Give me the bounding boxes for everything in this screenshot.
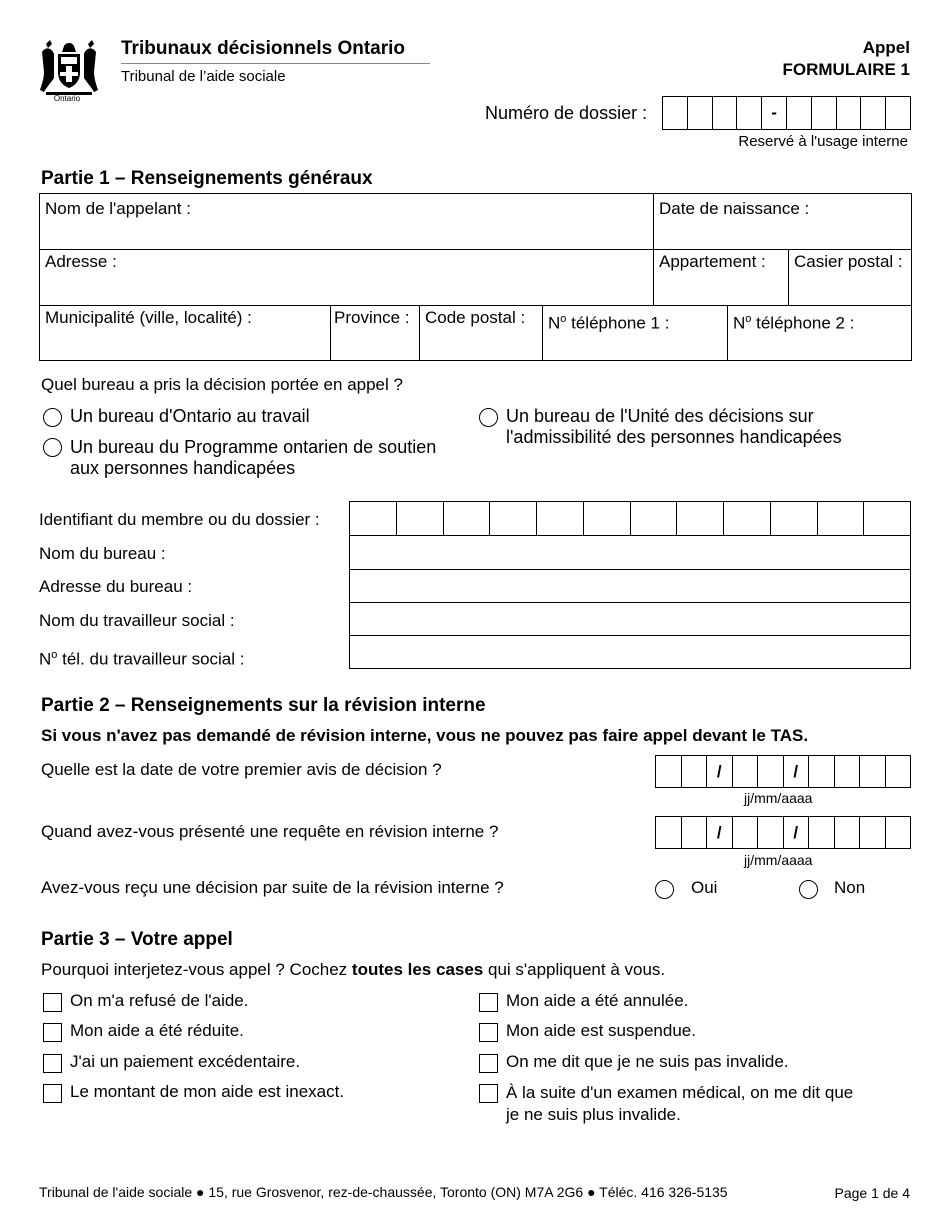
- office-radio-disability-unit[interactable]: [479, 408, 498, 427]
- first-decision-date-input[interactable]: [655, 755, 911, 788]
- reason-label-incorrect-amount: Le montant de mon aide est inexact.: [70, 1082, 345, 1101]
- phone2-field[interactable]: [728, 306, 911, 361]
- general-info-table: [39, 193, 912, 361]
- province-label: Province :: [334, 308, 410, 327]
- appellant-name-field[interactable]: [40, 194, 653, 249]
- office-option-odsp-line1: Un bureau du Programme ontarien de soutien: [70, 437, 437, 457]
- reason-label-medical-review-line1: À la suite d'un examen médical, on me dit que: [506, 1083, 854, 1102]
- reason-checkbox-reduced[interactable]: [43, 1023, 62, 1042]
- review-decision-question: Avez-vous reçu une décision par suite de la révision interne ?: [41, 878, 504, 897]
- form-type: Appel: [862, 38, 910, 57]
- municipality-label: Municipalité (ville, localité) :: [45, 308, 252, 327]
- office-option-ontario-works: Un bureau d'Ontario au travail: [70, 406, 310, 426]
- reason-checkbox-incorrect-amount[interactable]: [43, 1084, 62, 1103]
- date-format-hint: jj/mm/aaaa: [744, 790, 813, 806]
- office-question: Quel bureau a pris la décision portée en appel ?: [41, 375, 403, 394]
- page-number: Page 1 de 4: [834, 1185, 910, 1201]
- date-sep: /: [784, 756, 810, 787]
- part3-title: Partie 3 – Votre appel: [41, 929, 233, 950]
- reason-checkbox-not-disabled[interactable]: [479, 1054, 498, 1073]
- office-radio-odsp[interactable]: [43, 438, 62, 457]
- po-box-label: Casier postal :: [794, 252, 903, 271]
- municipality-field[interactable]: [40, 306, 330, 361]
- office-address-input[interactable]: [349, 569, 911, 603]
- office-name-input[interactable]: [349, 535, 911, 570]
- internal-use-note: Reservé à l'usage interne: [738, 133, 908, 150]
- worker-phone-input[interactable]: [349, 635, 911, 669]
- reason-checkbox-overpayment[interactable]: [43, 1054, 62, 1073]
- office-name-label: Nom du bureau :: [39, 544, 166, 563]
- province-field[interactable]: [331, 306, 419, 361]
- reason-label-reduced: Mon aide a été réduite.: [70, 1021, 244, 1040]
- member-id-input[interactable]: [349, 501, 911, 536]
- worker-name-label: Nom du travailleur social :: [39, 611, 235, 630]
- phone1-label: $N^o$ téléphone 1 :: [548, 313, 670, 333]
- logo-text: Ontario: [53, 94, 81, 103]
- reason-label-medical-review-line2: je ne suis plus invalide.: [506, 1105, 681, 1124]
- file-number-label: Numéro de dossier :: [485, 103, 648, 123]
- po-box-field[interactable]: [789, 250, 911, 305]
- reason-label-cancelled: Mon aide a été annulée.: [506, 991, 689, 1010]
- apartment-label: Appartement :: [659, 252, 766, 271]
- reason-label-not-disabled: On me dit que je ne suis pas invalide.: [506, 1052, 789, 1071]
- review-request-question: Quand avez-vous présenté une requête en révision interne ?: [41, 822, 499, 841]
- reason-checkbox-suspended[interactable]: [479, 1023, 498, 1042]
- postal-code-label: Code postal :: [425, 308, 526, 327]
- review-decision-no-label: Non: [834, 878, 866, 897]
- address-label: Adresse :: [45, 252, 117, 271]
- org-name: Tribunaux décisionnels Ontario: [121, 38, 405, 59]
- office-address-label: Adresse du bureau :: [39, 577, 193, 596]
- file-number-input[interactable]: [662, 96, 911, 130]
- ontario-logo: [36, 38, 102, 104]
- worker-name-input[interactable]: [349, 602, 911, 636]
- office-option-disability-line1: Un bureau de l'Unité des décisions sur: [506, 406, 814, 426]
- date-format-hint: jj/mm/aaaa: [744, 852, 813, 868]
- part2-warning: Si vous n'avez pas demandé de révision interne, vous ne pouvez pas faire appel devant le TAS.: [41, 726, 809, 745]
- reason-label-overpayment: J'ai un paiement excédentaire.: [70, 1052, 301, 1071]
- review-decision-yes-label: Oui: [691, 878, 718, 897]
- review-request-date-input[interactable]: [655, 816, 911, 849]
- footer-address: Tribunal de l'aide sociale ● 15, rue Grosvenor, rez-de-chaussée, Toronto (ON) M7A 2G6 ● Téléc. 416 326-5135: [39, 1184, 728, 1200]
- office-option-odsp-line2: aux personnes handicapées: [70, 458, 296, 478]
- review-decision-no-radio[interactable]: [799, 880, 818, 899]
- reason-checkbox-refused[interactable]: [43, 993, 62, 1012]
- reason-checkbox-cancelled[interactable]: [479, 993, 498, 1012]
- reason-checkbox-medical-review[interactable]: [479, 1084, 498, 1103]
- apartment-field[interactable]: [654, 250, 788, 305]
- address-field[interactable]: [40, 250, 653, 305]
- part3-intro: Pourquoi interjetez-vous appel ? Cochez toutes les cases qui s'appliquent à vous.: [41, 960, 666, 979]
- birth-date-field[interactable]: [654, 194, 911, 249]
- phone2-label: $N^o$ téléphone 2 :: [733, 313, 855, 333]
- part1-title: Partie 1 – Renseignements généraux: [41, 168, 373, 189]
- member-id-label: Identifiant du membre ou du dossier :: [39, 510, 320, 529]
- reason-label-refused: On m'a refusé de l'aide.: [70, 991, 249, 1010]
- part2-title: Partie 2 – Renseignements sur la révision interne: [41, 695, 486, 716]
- first-decision-question: Quelle est la date de votre premier avis de décision ?: [41, 760, 442, 779]
- postal-code-field[interactable]: [420, 306, 542, 361]
- office-option-disability-line2: l'admissibilité des personnes handicapées: [506, 427, 842, 447]
- worker-phone-label: $N^o$ tél. du travailleur social :: [39, 649, 245, 669]
- birth-date-label: Date de naissance :: [659, 199, 810, 218]
- form-number: FORMULAIRE 1: [782, 60, 910, 79]
- reason-label-suspended: Mon aide est suspendue.: [506, 1021, 696, 1040]
- date-sep: /: [784, 817, 810, 848]
- file-number-separator: -: [762, 97, 787, 129]
- phone1-field[interactable]: [543, 306, 727, 361]
- review-decision-yes-radio[interactable]: [655, 880, 674, 899]
- date-sep: /: [707, 756, 733, 787]
- appellant-name-label: Nom de l'appelant :: [45, 199, 191, 218]
- tribunal-name: Tribunal de l’aide sociale: [121, 68, 286, 85]
- office-radio-ontario-works[interactable]: [43, 408, 62, 427]
- date-sep: /: [707, 817, 733, 848]
